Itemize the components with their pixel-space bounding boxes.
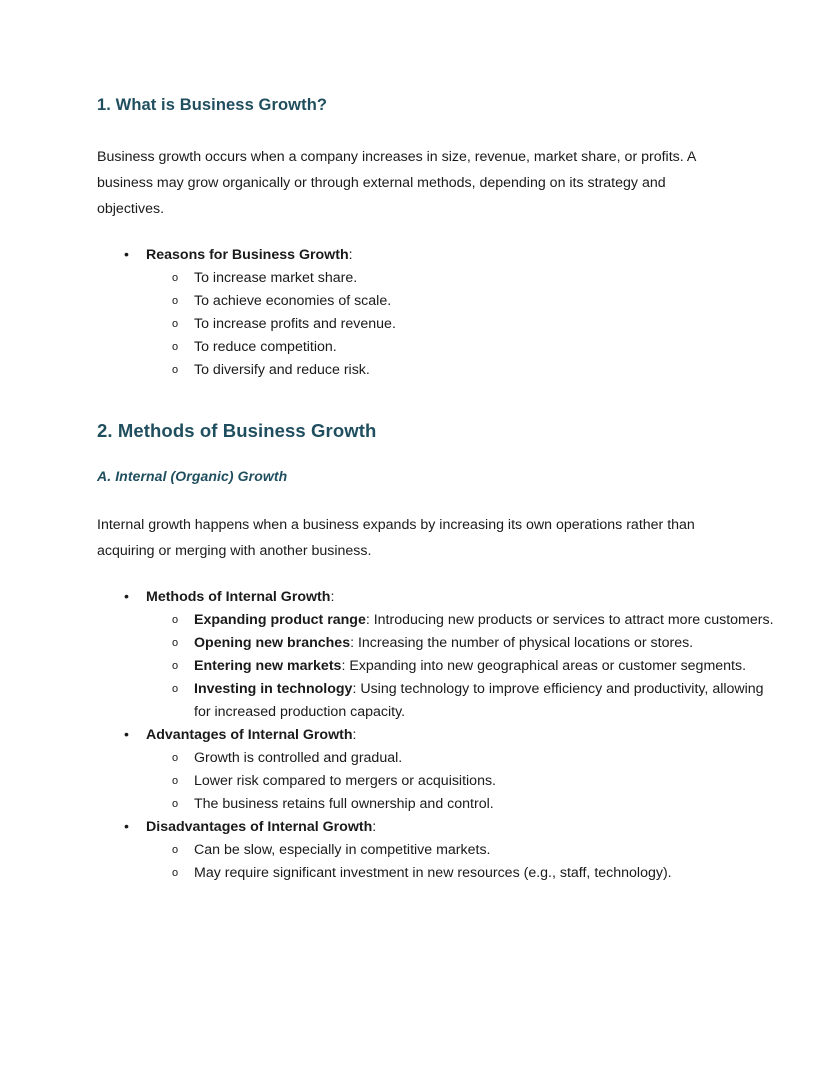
list-item — [146, 313, 776, 336]
list-item-text: To achieve economies of scale. — [194, 293, 392, 309]
bullet-level2-icon: o — [172, 798, 179, 810]
list-item-label: Methods of Internal Growth — [146, 589, 331, 605]
list-item-text: : Using technology to improve efficiency and productivity, allowing for increased production capacity. — [194, 681, 764, 720]
sublist — [146, 267, 728, 382]
list-item-text: : Introducing new products or services to attract more customers. — [365, 612, 774, 628]
list-item — [146, 632, 776, 655]
section-subheading-internal-growth: A. Internal (Organic) Growth — [97, 468, 288, 484]
list-item — [97, 244, 728, 382]
sublist — [146, 839, 728, 885]
list-item — [146, 862, 776, 885]
list-item — [146, 747, 776, 770]
list-item-lead: Opening new branches — [194, 635, 351, 651]
list-item-text: The business retains full ownership and control. — [194, 796, 494, 812]
bullet-level2-icon: o — [172, 341, 179, 353]
list-reasons-for-business-growth — [97, 244, 728, 382]
section-heading-1: 1. What is Business Growth? — [97, 96, 328, 114]
list-item-text: : Increasing the number of physical locations or stores. — [350, 635, 694, 651]
bullet-level2-icon: o — [172, 295, 179, 307]
list-item — [146, 336, 776, 359]
list-item-lead: Expanding product range — [194, 612, 366, 628]
list-item — [97, 816, 728, 885]
bullet-level2-icon: o — [172, 775, 179, 787]
list-item — [146, 359, 776, 382]
bullet-level2-icon: o — [172, 364, 179, 376]
list-internal-growth — [97, 586, 774, 885]
list-item-lead: Entering new markets — [194, 658, 342, 674]
sublist — [146, 747, 728, 816]
bullet-level1-icon: • — [124, 819, 129, 835]
list-item — [146, 770, 776, 793]
list-item-text: To increase market share. — [194, 270, 358, 286]
list-item — [146, 678, 776, 724]
section-heading-2: 2. Methods of Business Growth — [97, 420, 377, 441]
list-item — [146, 609, 776, 632]
list-item — [146, 839, 776, 862]
bullet-level1-icon: • — [124, 589, 129, 605]
list-item-label-suffix: : — [330, 589, 335, 605]
list-item — [146, 793, 776, 816]
list-item-text: To increase profits and revenue. — [194, 316, 396, 332]
bullet-level2-icon: o — [172, 318, 179, 330]
bullet-level2-icon: o — [172, 683, 179, 695]
bullet-level2-icon: o — [172, 844, 179, 856]
bullet-level2-icon: o — [172, 867, 179, 879]
list-item-lead: Investing in technology — [194, 681, 353, 697]
bullet-level2-icon: o — [172, 660, 179, 672]
list-item — [146, 267, 776, 290]
bullet-level2-icon: o — [172, 637, 179, 649]
list-item-text: To reduce competition. — [194, 339, 337, 355]
bullet-level1-icon: • — [124, 247, 129, 263]
section-paragraph-2: Internal growth happens when a business expands by increasing its own operations rather than acquiring or merging with another business. — [97, 517, 695, 559]
list-item-label-suffix: : — [352, 727, 357, 743]
list-item-label-suffix: : — [348, 247, 353, 263]
list-item — [146, 655, 776, 678]
bullet-level2-icon: o — [172, 614, 179, 626]
list-item — [97, 724, 728, 816]
list-item-label: Reasons for Business Growth — [146, 247, 349, 263]
section-paragraph-1: Business growth occurs when a company increases in size, revenue, market share, or profits. A business may grow organically or through external methods, depending on its strategy and objectives. — [97, 149, 696, 217]
section-spacer — [97, 382, 728, 420]
list-item-text: To diversify and reduce risk. — [194, 362, 370, 378]
bullet-level2-icon: o — [172, 752, 179, 764]
bullet-level1-icon: • — [124, 727, 129, 743]
bullet-level2-icon: o — [172, 272, 179, 284]
list-item-label-suffix: : — [372, 819, 377, 835]
list-item-text: Can be slow, especially in competitive markets. — [194, 842, 491, 858]
list-item-text: : Expanding into new geographical areas or customer segments. — [341, 658, 747, 674]
list-item-text: Growth is controlled and gradual. — [194, 750, 403, 766]
list-item — [97, 586, 774, 724]
list-item — [146, 290, 776, 313]
list-item-label: Disadvantages of Internal Growth — [146, 819, 373, 835]
list-item-text: May require significant investment in new resources (e.g., staff, technology). — [194, 865, 672, 881]
list-item-text: Lower risk compared to mergers or acquisitions. — [194, 773, 496, 789]
list-item-label: Advantages of Internal Growth — [146, 727, 353, 743]
sublist — [146, 609, 774, 724]
